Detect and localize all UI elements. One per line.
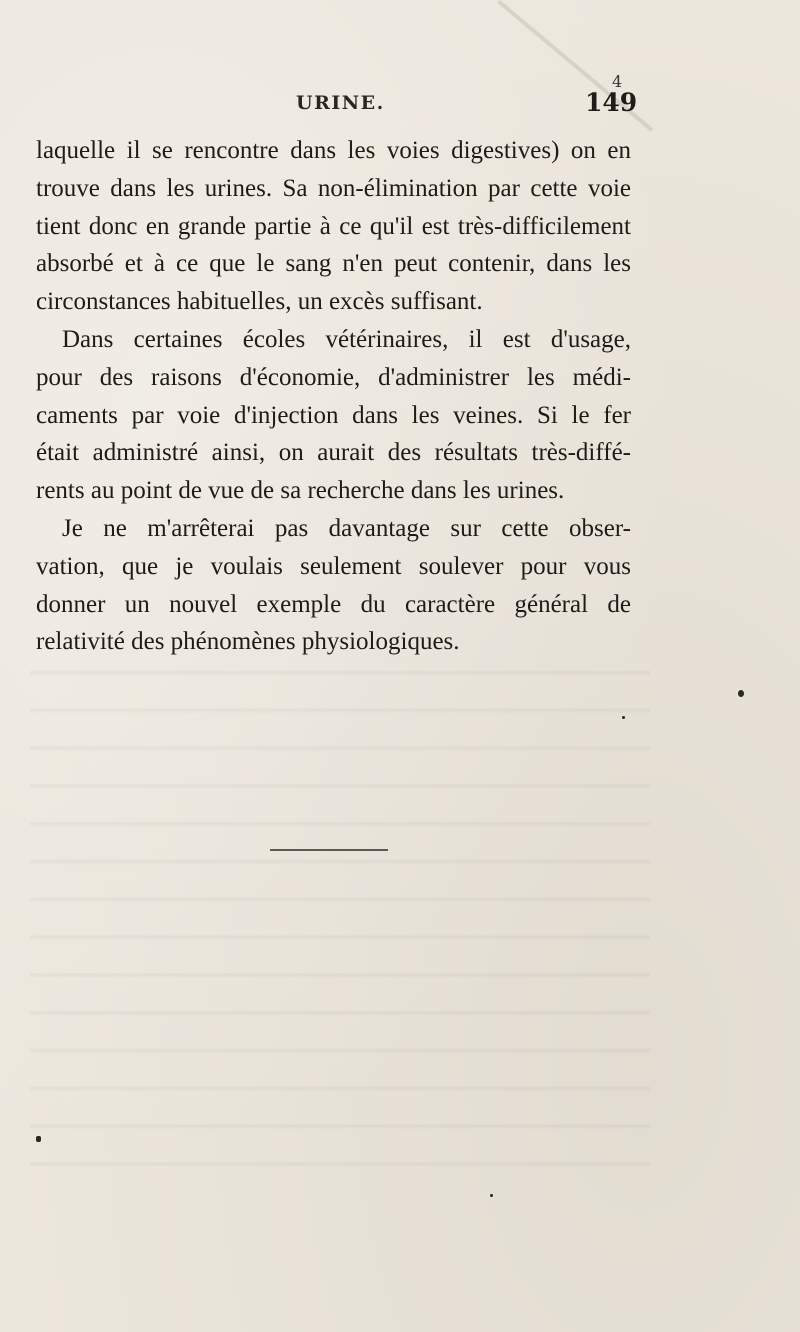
page-header xyxy=(0,90,800,126)
text-line: pour des raisons d'économie, d'administrer les médi- xyxy=(36,363,631,391)
page-number: 149 xyxy=(585,88,638,117)
section-divider-rule xyxy=(270,849,388,851)
ink-speck xyxy=(738,690,744,697)
ink-speck xyxy=(36,1136,41,1142)
text-line-paragraph-start: Dans certaines écoles vétérinaires, il est d'usage, xyxy=(62,325,631,353)
text-line-paragraph-start: Je ne m'arrêterai pas davantage sur cette obser- xyxy=(62,514,631,542)
text-line: était administré ainsi, on aurait des résultats très-diffé- xyxy=(36,439,631,467)
text-line: laquelle il se rencontre dans les voies digestives) on en xyxy=(36,137,631,164)
text-line: circonstances habituelles, un excès suffisant. xyxy=(36,288,483,316)
ink-speck xyxy=(622,716,625,719)
body-text xyxy=(36,132,631,661)
show-through-bleed xyxy=(30,650,650,1170)
text-line: rents au point de vue de sa recherche dans les urines. xyxy=(36,477,565,505)
text-line: relativité des phénomènes physiologiques. xyxy=(36,628,460,656)
text-line: absorbé et à ce que le sang n'en peut contenir, dans les xyxy=(36,250,631,278)
ink-speck xyxy=(490,1194,493,1197)
text-line: trouve dans les urines. Sa non-élimination par cette voie xyxy=(36,174,631,202)
text-line: caments par voie d'injection dans les veines. Si le fer xyxy=(36,401,631,429)
text-line: donner un nouvel exemple du caractère général de xyxy=(36,590,631,618)
running-head: URINE. xyxy=(296,92,385,114)
text-line: vation, que je voulais seulement soulever pour vous xyxy=(36,552,631,580)
text-line: tient donc en grande partie à ce qu'il est très-difficilement xyxy=(36,212,631,240)
corner-mark: 4 xyxy=(612,72,623,91)
